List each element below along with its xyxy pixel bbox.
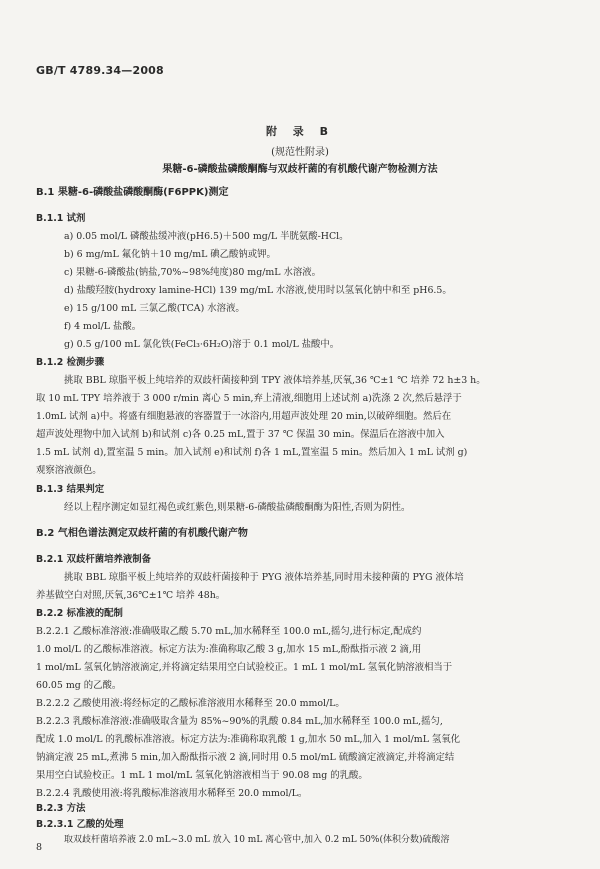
subsection-heading-b2-3-1: B.2.3.1 乙酸的处理 (36, 819, 124, 830)
paragraph-line: 1.0 mol/L 的乙酸标准溶液。标定方法为:准确称取乙酸 3 g,加水 15 mL,酚酞指示液 2 滴,用 (36, 644, 422, 655)
subsection-heading-b1-2: B.1.2 检测步骤 (36, 357, 105, 368)
subsection-heading-b1-3: B.1.3 结果判定 (36, 484, 105, 495)
paragraph-line: B.2.2.1 乙酸标准溶液:准确吸取乙酸 5.70 mL,加水稀释至 100.0 mL,摇匀,进行标定,配成约 (36, 626, 422, 637)
paragraph-line: 1.5 mL 试剂 d),置室温 5 min。加入试剂 e)和试剂 f)各 1 mL,置室温 5 min。然后加入 1 mL 试剂 g) (36, 447, 468, 458)
subsection-heading-b1-1: B.1.1 试剂 (36, 213, 86, 224)
section-heading-b2: B.2 气相色谱法测定双歧杆菌的有机酸代谢产物 (36, 528, 248, 539)
paragraph-line: 钠滴定液 25 mL,煮沸 5 min,加入酚酞指示液 2 滴,同时用 0.5 mol/mL 硫酸滴定液滴定,并将滴定结 (36, 752, 455, 763)
section-heading-b1: B.1 果糖-6-磷酸盐磷酸酮酶(F6PPK)测定 (36, 187, 229, 198)
paragraph-line: B.2.2.4 乳酸使用液:将乳酸标准溶液用水稀释至 20.0 mmol/L。 (36, 788, 308, 799)
paragraph-line: 果用空白试验校正。1 mL 1 mol/mL 氢氧化钠溶液相当于 90.08 mg 的乳酸。 (36, 770, 368, 781)
appendix-normative-label: (规范性附录) (271, 147, 329, 158)
subsection-heading-b2-1: B.2.1 双歧杆菌培养液制备 (36, 554, 151, 565)
reagent-item-c: c) 果糖-6-磷酸盐(钠盐,70%~98%纯度)80 mg/mL 水溶液。 (64, 267, 321, 278)
paragraph-line: 超声波处理物中加入试剂 b)和试剂 c)各 0.25 mL,置于 37 ℃ 保温 30 min。保温后在溶液中加入 (36, 429, 445, 440)
paragraph-line: 配成 1.0 mol/L 的乳酸标准溶液。标定方法为:准确称取乳酸 1 g,加水 50 mL,加入 1 mol/mL 氢氧化 (36, 734, 461, 745)
paragraph-line: 60.05 mg 的乙酸。 (36, 680, 122, 691)
paragraph-line: 养基做空白对照,厌氧,36℃±1℃ 培养 48h。 (36, 590, 226, 601)
reagent-item-a: a) 0.05 mol/L 磷酸盐缓冲液(pH6.5)＋500 mg/L 半胱氨酸-HCl。 (64, 231, 349, 242)
paragraph-line: B.2.2.3 乳酸标准溶液:准确吸取含量为 85%~90%的乳酸 0.84 mL,加水稀释至 100.0 mL,摇匀, (36, 716, 443, 727)
paragraph-line: 1 mol/mL 氢氧化钠溶液滴定,并将滴定结果用空白试验校正。1 mL 1 mol/mL 氢氧化钠溶液相当于 (36, 662, 453, 673)
paragraph-line: 经以上程序测定如显红褐色或红紫色,则果糖-6-磷酸盐磷酸酮酶为阳性,否则为阴性。 (64, 502, 411, 513)
paragraph-line: B.2.2.2 乙酸使用液:将经标定的乙酸标准溶液用水稀释至 20.0 mmol/L。 (36, 698, 345, 709)
standard-code: GB/T 4789.34—2008 (36, 64, 164, 77)
paragraph-line: 挑取 BBL 琼脂平板上纯培养的双歧杆菌接种到 TPY 液体培养基,厌氧,36 ℃±1 ℃ 培养 72 h±3 h。 (64, 375, 486, 386)
paragraph-line: 取双歧杆菌培养液 2.0 mL~3.0 mL 放入 10 mL 离心管中,加入 0.2 mL 50%(体积分数)硫酸溶 (64, 835, 450, 845)
reagent-item-b: b) 6 mg/mL 氟化钠＋10 mg/mL 碘乙酸钠或钾。 (64, 249, 276, 260)
subsection-heading-b2-3: B.2.3 方法 (36, 803, 86, 814)
reagent-item-e: e) 15 g/100 mL 三氯乙酸(TCA) 水溶液。 (64, 303, 245, 314)
reagent-item-f: f) 4 mol/L 盐酸。 (64, 321, 142, 332)
appendix-title: 附 录 B (265, 125, 335, 138)
paragraph-line: 观察溶液颜色。 (36, 465, 102, 476)
paragraph-line: 1.0mL 试剂 a)中。将盛有细胞悬液的容器置于一冰浴内,用超声波处理 20 min,以破碎细胞。然后在 (36, 411, 452, 422)
reagent-item-g: g) 0.5 g/100 mL 氯化铁(FeCl₃·6H₂O)溶于 0.1 mol/L 盐酸中。 (64, 339, 340, 350)
paragraph-line: 挑取 BBL 琼脂平板上纯培养的双歧杆菌接种于 PYG 液体培养基,同时用未接种菌的 PYG 液体培 (64, 572, 464, 583)
paragraph-line: 取 10 mL TPY 培养液于 3 000 r/min 离心 5 min,弃上清液,细胞用上述试剂 a)洗涤 2 次,然后悬浮于 (36, 393, 462, 404)
page-number: 8 (36, 842, 43, 853)
appendix-subtitle: 果糖-6-磷酸盐磷酸酮酶与双歧杆菌的有机酸代谢产物检测方法 (162, 164, 438, 175)
subsection-heading-b2-2: B.2.2 标准液的配制 (36, 608, 123, 619)
reagent-item-d: d) 盐酸羟胺(hydroxy lamine-HCl) 139 mg/mL 水溶液,使用时以氢氧化钠中和至 pH6.5。 (64, 285, 452, 296)
